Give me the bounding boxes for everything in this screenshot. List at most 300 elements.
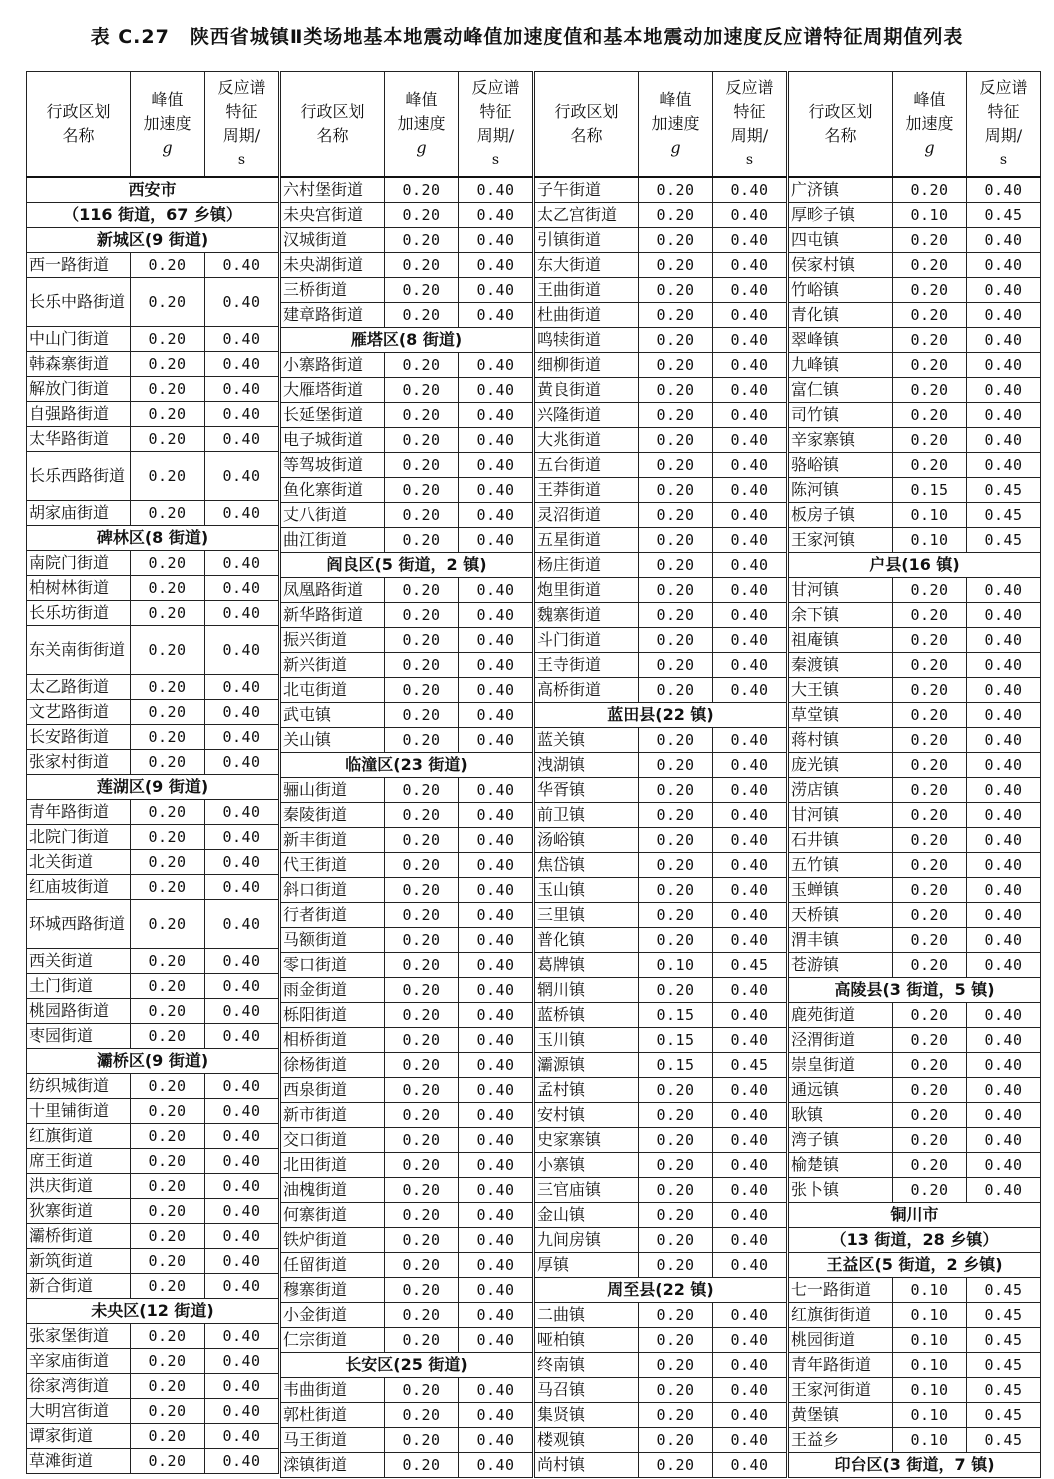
pga-value: 0.20 — [385, 253, 459, 278]
table-row — [789, 1178, 1041, 1203]
group-heading: 高陵县(3 街道，5 镇) — [789, 978, 1041, 1003]
region-name: 司竹镇 — [789, 403, 893, 428]
region-name: 四屯镇 — [789, 228, 893, 253]
region-name: 洩湖镇 — [535, 753, 639, 778]
region-name: 红旗街街道 — [789, 1303, 893, 1328]
header-pga-unit: g — [162, 138, 173, 157]
table-row — [789, 428, 1041, 453]
period-value: 0.40 — [713, 853, 787, 878]
table-row — [27, 1024, 279, 1049]
period-value: 0.40 — [205, 1149, 279, 1174]
pga-value: 0.20 — [131, 576, 205, 601]
region-name: 灵沼街道 — [535, 503, 639, 528]
pga-value: 0.20 — [131, 1449, 205, 1474]
period-value: 0.40 — [459, 353, 533, 378]
region-name: 北屯街道 — [281, 678, 385, 703]
table-row — [535, 903, 787, 928]
table-row — [281, 1103, 533, 1128]
pga-value: 0.15 — [893, 478, 967, 503]
region-name: 五星街道 — [535, 528, 639, 553]
table-row — [281, 503, 533, 528]
table-row — [281, 1328, 533, 1353]
pga-value: 0.20 — [639, 753, 713, 778]
table-row — [789, 1428, 1041, 1453]
table-row — [27, 700, 279, 725]
table-row — [535, 303, 787, 328]
pga-value: 0.20 — [385, 428, 459, 453]
pga-value: 0.20 — [131, 1099, 205, 1124]
period-value: 0.45 — [967, 478, 1041, 503]
table-row — [789, 1303, 1041, 1328]
period-value: 0.40 — [205, 576, 279, 601]
region-name: 三桥街道 — [281, 278, 385, 303]
pga-value: 0.20 — [131, 750, 205, 775]
region-name: 东关南街街道 — [27, 626, 131, 675]
pga-value: 0.20 — [893, 1178, 967, 1203]
pga-value: 0.20 — [385, 1003, 459, 1028]
table-row — [27, 501, 279, 526]
table-row — [535, 503, 787, 528]
period-value: 0.40 — [967, 853, 1041, 878]
group-row — [27, 526, 279, 551]
header-name — [535, 72, 639, 178]
period-value: 0.40 — [205, 1374, 279, 1399]
group-row — [27, 775, 279, 800]
table-row — [27, 1274, 279, 1299]
period-value: 0.40 — [713, 203, 787, 228]
region-name: 西泉街道 — [281, 1078, 385, 1103]
pga-value: 0.20 — [639, 728, 713, 753]
table-row — [27, 1199, 279, 1224]
region-name: 秦渡镇 — [789, 653, 893, 678]
period-value: 0.40 — [713, 1078, 787, 1103]
table-row — [281, 353, 533, 378]
pga-value: 0.20 — [639, 328, 713, 353]
table-row — [27, 850, 279, 875]
period-value: 0.40 — [205, 875, 279, 900]
region-name: 杨庄街道 — [535, 553, 639, 578]
header-pga-line2: 加速度 — [397, 114, 446, 133]
period-value: 0.40 — [967, 578, 1041, 603]
period-value: 0.40 — [459, 1203, 533, 1228]
table-row — [535, 1228, 787, 1253]
region-name: 安村镇 — [535, 1103, 639, 1128]
pga-value: 0.20 — [639, 478, 713, 503]
pga-value: 0.20 — [639, 628, 713, 653]
pga-value: 0.20 — [893, 453, 967, 478]
period-value: 0.40 — [459, 953, 533, 978]
pga-value: 0.20 — [893, 428, 967, 453]
region-name: 南院门街道 — [27, 551, 131, 576]
period-value: 0.40 — [713, 1203, 787, 1228]
region-name: 庞光镇 — [789, 753, 893, 778]
table-row — [535, 978, 787, 1003]
region-name: 板房子镇 — [789, 503, 893, 528]
table-row — [535, 1203, 787, 1228]
region-name: 马召镇 — [535, 1378, 639, 1403]
region-name: 王寺街道 — [535, 653, 639, 678]
header-pga — [385, 72, 459, 178]
period-value: 0.40 — [205, 900, 279, 949]
period-value: 0.40 — [459, 1178, 533, 1203]
period-value: 0.45 — [967, 528, 1041, 553]
table-row — [27, 1149, 279, 1174]
region-name: 斜口街道 — [281, 878, 385, 903]
period-value: 0.40 — [713, 1228, 787, 1253]
period-value: 0.40 — [713, 803, 787, 828]
period-value: 0.40 — [459, 1428, 533, 1453]
region-name: 环城西路街道 — [27, 900, 131, 949]
period-value: 0.40 — [713, 628, 787, 653]
region-name: 杜曲街道 — [535, 303, 639, 328]
region-name: 灞桥街道 — [27, 1224, 131, 1249]
table-row — [27, 974, 279, 999]
table-row — [535, 1053, 787, 1078]
table-row — [535, 778, 787, 803]
table-row — [789, 928, 1041, 953]
region-name: 竹峪镇 — [789, 278, 893, 303]
period-value: 0.40 — [713, 428, 787, 453]
table-row — [281, 1003, 533, 1028]
pga-value: 0.20 — [385, 1228, 459, 1253]
period-value: 0.40 — [205, 825, 279, 850]
group-heading: 印台区(3 街道，7 镇) — [789, 1453, 1041, 1478]
region-name: 太乙路街道 — [27, 675, 131, 700]
region-name: 未央宫街道 — [281, 203, 385, 228]
period-value: 0.40 — [459, 978, 533, 1003]
header-period-line3: 周期/ — [984, 126, 1023, 145]
region-name: 栎阳街道 — [281, 1003, 385, 1028]
period-value: 0.40 — [967, 303, 1041, 328]
header-name-line1: 行政区划 — [300, 102, 365, 121]
period-value: 0.40 — [205, 1424, 279, 1449]
pga-value: 0.20 — [893, 853, 967, 878]
period-value: 0.40 — [205, 402, 279, 427]
header-period-unit: s — [237, 152, 246, 168]
region-name: 泾渭街道 — [789, 1028, 893, 1053]
pga-value: 0.20 — [385, 978, 459, 1003]
period-value: 0.40 — [713, 1453, 787, 1478]
table-row — [789, 728, 1041, 753]
table-row — [281, 253, 533, 278]
pga-value: 0.20 — [893, 1078, 967, 1103]
table-row — [281, 703, 533, 728]
period-value: 0.40 — [459, 1028, 533, 1053]
region-name: 汉城街道 — [281, 228, 385, 253]
region-name: 鱼化寨街道 — [281, 478, 385, 503]
table-row — [789, 278, 1041, 303]
period-value: 0.45 — [967, 1328, 1041, 1353]
region-name: 大兆街道 — [535, 428, 639, 453]
pga-value: 0.10 — [893, 1328, 967, 1353]
pga-value: 0.20 — [385, 1178, 459, 1203]
pga-value: 0.20 — [131, 1274, 205, 1299]
pga-value: 0.20 — [639, 1203, 713, 1228]
pga-value: 0.20 — [385, 703, 459, 728]
table-row — [789, 378, 1041, 403]
table-row — [535, 753, 787, 778]
pga-value: 0.20 — [385, 177, 459, 203]
region-name: 何寨街道 — [281, 1203, 385, 1228]
region-name: 滦镇街道 — [281, 1453, 385, 1478]
table-row — [535, 603, 787, 628]
table-row — [535, 1253, 787, 1278]
pga-value: 0.20 — [385, 1303, 459, 1328]
table-row — [281, 1253, 533, 1278]
table-row — [281, 1203, 533, 1228]
region-name: 胡家庙街道 — [27, 501, 131, 526]
region-name: 尚村镇 — [535, 1453, 639, 1478]
pga-value: 0.20 — [131, 725, 205, 750]
header-pga-unit: g — [416, 138, 427, 157]
table-row — [281, 828, 533, 853]
period-value: 0.40 — [205, 278, 279, 327]
region-name: 桃园路街道 — [27, 999, 131, 1024]
table-row — [535, 1378, 787, 1403]
pga-value: 0.20 — [893, 228, 967, 253]
table-row — [27, 402, 279, 427]
region-name: 徐杨街道 — [281, 1053, 385, 1078]
pga-value: 0.20 — [385, 878, 459, 903]
region-name: 长安路街道 — [27, 725, 131, 750]
period-value: 0.40 — [205, 452, 279, 501]
table-row — [535, 1153, 787, 1178]
period-value: 0.40 — [713, 678, 787, 703]
table-row — [789, 628, 1041, 653]
table-row — [281, 1403, 533, 1428]
pga-value: 0.20 — [893, 253, 967, 278]
pga-value: 0.10 — [893, 1303, 967, 1328]
region-name: 集贤镇 — [535, 1403, 639, 1428]
region-name: 代王街道 — [281, 853, 385, 878]
region-name: 灞源镇 — [535, 1053, 639, 1078]
pga-value: 0.20 — [639, 1403, 713, 1428]
table-row — [535, 853, 787, 878]
period-value: 0.40 — [205, 1074, 279, 1099]
table-row — [27, 1099, 279, 1124]
table-row — [27, 1449, 279, 1474]
table-row — [789, 703, 1041, 728]
header-row — [535, 72, 787, 178]
pga-value: 0.10 — [893, 528, 967, 553]
header-period-line1: 反应谱 — [725, 78, 774, 97]
period-value: 0.40 — [205, 1124, 279, 1149]
group-row — [789, 1228, 1041, 1253]
pga-value: 0.15 — [639, 1028, 713, 1053]
period-value: 0.40 — [459, 1278, 533, 1303]
period-value: 0.40 — [967, 803, 1041, 828]
pga-value: 0.20 — [385, 1053, 459, 1078]
table-row — [535, 403, 787, 428]
period-value: 0.40 — [205, 352, 279, 377]
table-row — [281, 878, 533, 903]
region-name: 大明宫街道 — [27, 1399, 131, 1424]
table-row — [535, 728, 787, 753]
header-pga-line2: 加速度 — [143, 114, 192, 133]
pga-value: 0.20 — [893, 803, 967, 828]
pga-value: 0.10 — [893, 503, 967, 528]
period-value: 0.40 — [459, 528, 533, 553]
region-name: 崇皇街道 — [789, 1053, 893, 1078]
table-row — [535, 428, 787, 453]
pga-value: 0.15 — [639, 1053, 713, 1078]
pga-value: 0.20 — [893, 1053, 967, 1078]
pga-value: 0.20 — [639, 1378, 713, 1403]
table-row — [789, 177, 1041, 203]
group-row — [281, 328, 533, 353]
region-name: 韩森寨街道 — [27, 352, 131, 377]
region-name: 子午街道 — [535, 177, 639, 203]
group-row — [789, 978, 1041, 1003]
pga-value: 0.20 — [639, 528, 713, 553]
region-name: 新兴街道 — [281, 653, 385, 678]
region-name: 兴隆街道 — [535, 403, 639, 428]
region-name: 新筑街道 — [27, 1249, 131, 1274]
period-value: 0.40 — [459, 653, 533, 678]
pga-value: 0.20 — [639, 878, 713, 903]
period-value: 0.40 — [205, 377, 279, 402]
group-heading: 西安市 — [27, 177, 279, 203]
table-row — [281, 903, 533, 928]
period-value: 0.40 — [459, 1153, 533, 1178]
period-value: 0.40 — [459, 278, 533, 303]
header-period-line2: 特征 — [733, 102, 766, 121]
group-row — [789, 553, 1041, 578]
table-title: 表 C.27 陕西省城镇Ⅱ类场地基本地震动峰值加速度值和基本地震动加速度反应谱特征周期值列表 — [90, 26, 964, 48]
header-period — [967, 72, 1041, 178]
pga-value: 0.20 — [639, 453, 713, 478]
pga-value: 0.20 — [131, 427, 205, 452]
period-value: 0.40 — [205, 1024, 279, 1049]
pga-value: 0.20 — [385, 528, 459, 553]
table-row — [27, 601, 279, 626]
table-row — [281, 278, 533, 303]
region-name: 汤峪镇 — [535, 828, 639, 853]
region-name: 史家寨镇 — [535, 1128, 639, 1153]
table-row — [535, 378, 787, 403]
pga-value: 0.20 — [131, 1324, 205, 1349]
pga-value: 0.20 — [131, 327, 205, 352]
region-name: 马额街道 — [281, 928, 385, 953]
region-name: 任留街道 — [281, 1253, 385, 1278]
header-name — [281, 72, 385, 178]
region-name: 洪庆街道 — [27, 1174, 131, 1199]
region-name: 零口街道 — [281, 953, 385, 978]
table-row — [535, 1328, 787, 1353]
table-row — [281, 528, 533, 553]
period-value: 0.40 — [713, 353, 787, 378]
header-pga-line1: 峰值 — [659, 90, 692, 109]
table-row — [535, 203, 787, 228]
pga-value: 0.20 — [385, 828, 459, 853]
pga-value: 0.20 — [893, 177, 967, 203]
pga-value: 0.20 — [639, 428, 713, 453]
period-value: 0.40 — [459, 603, 533, 628]
pga-value: 0.20 — [893, 353, 967, 378]
region-name: 新合街道 — [27, 1274, 131, 1299]
header-pga-unit: g — [924, 138, 935, 157]
table-row — [281, 728, 533, 753]
table-row — [535, 828, 787, 853]
period-value: 0.40 — [713, 228, 787, 253]
region-name: 六村堡街道 — [281, 177, 385, 203]
pga-value: 0.20 — [639, 928, 713, 953]
region-name: 北田街道 — [281, 1153, 385, 1178]
period-value: 0.40 — [205, 949, 279, 974]
region-name: 九峰镇 — [789, 353, 893, 378]
period-value: 0.40 — [967, 278, 1041, 303]
table-row — [27, 1124, 279, 1149]
region-name: 楼观镇 — [535, 1428, 639, 1453]
region-name: 张卜镇 — [789, 1178, 893, 1203]
table-row — [281, 1453, 533, 1478]
table-row — [281, 928, 533, 953]
pga-value: 0.20 — [385, 803, 459, 828]
table-row — [281, 853, 533, 878]
region-name: 骆峪镇 — [789, 453, 893, 478]
pga-value: 0.20 — [893, 403, 967, 428]
region-name: 魏寨街道 — [535, 603, 639, 628]
region-name: 建章路街道 — [281, 303, 385, 328]
pga-value: 0.20 — [385, 353, 459, 378]
region-name: 金山镇 — [535, 1203, 639, 1228]
header-name-line2: 名称 — [316, 126, 349, 145]
region-name: 孟村镇 — [535, 1078, 639, 1103]
pga-value: 0.10 — [893, 1353, 967, 1378]
period-value: 0.40 — [459, 253, 533, 278]
table-row — [535, 278, 787, 303]
pga-value: 0.20 — [385, 1128, 459, 1153]
pga-value: 0.20 — [893, 1128, 967, 1153]
period-value: 0.40 — [713, 1253, 787, 1278]
region-name: 余下镇 — [789, 603, 893, 628]
pga-value: 0.20 — [131, 974, 205, 999]
period-value: 0.45 — [713, 1053, 787, 1078]
region-name: 九间房镇 — [535, 1228, 639, 1253]
table-row — [535, 353, 787, 378]
pga-value: 0.20 — [131, 875, 205, 900]
group-heading: （116 街道，67 乡镇） — [27, 203, 279, 228]
period-value: 0.40 — [967, 903, 1041, 928]
region-name: 小寨路街道 — [281, 353, 385, 378]
period-value: 0.40 — [713, 753, 787, 778]
region-name: 长乐坊街道 — [27, 601, 131, 626]
period-value: 0.40 — [459, 303, 533, 328]
region-name: 青化镇 — [789, 303, 893, 328]
period-value: 0.40 — [205, 1349, 279, 1374]
header-period-line1: 反应谱 — [471, 78, 520, 97]
period-value: 0.40 — [459, 403, 533, 428]
table-row — [281, 303, 533, 328]
pga-value: 0.20 — [385, 228, 459, 253]
pga-value: 0.20 — [639, 803, 713, 828]
period-value: 0.40 — [713, 177, 787, 203]
period-value: 0.40 — [459, 428, 533, 453]
header-pga-line2: 加速度 — [651, 114, 700, 133]
table-row — [789, 503, 1041, 528]
region-name: 辛家庙街道 — [27, 1349, 131, 1374]
region-name: 祖庵镇 — [789, 628, 893, 653]
pga-value: 0.20 — [131, 900, 205, 949]
period-value: 0.40 — [459, 1253, 533, 1278]
pga-value: 0.20 — [385, 1453, 459, 1478]
period-value: 0.40 — [713, 978, 787, 1003]
period-value: 0.40 — [967, 1053, 1041, 1078]
period-value: 0.40 — [205, 1399, 279, 1424]
period-value: 0.40 — [459, 203, 533, 228]
group-row — [789, 1253, 1041, 1278]
pga-value: 0.20 — [893, 753, 967, 778]
